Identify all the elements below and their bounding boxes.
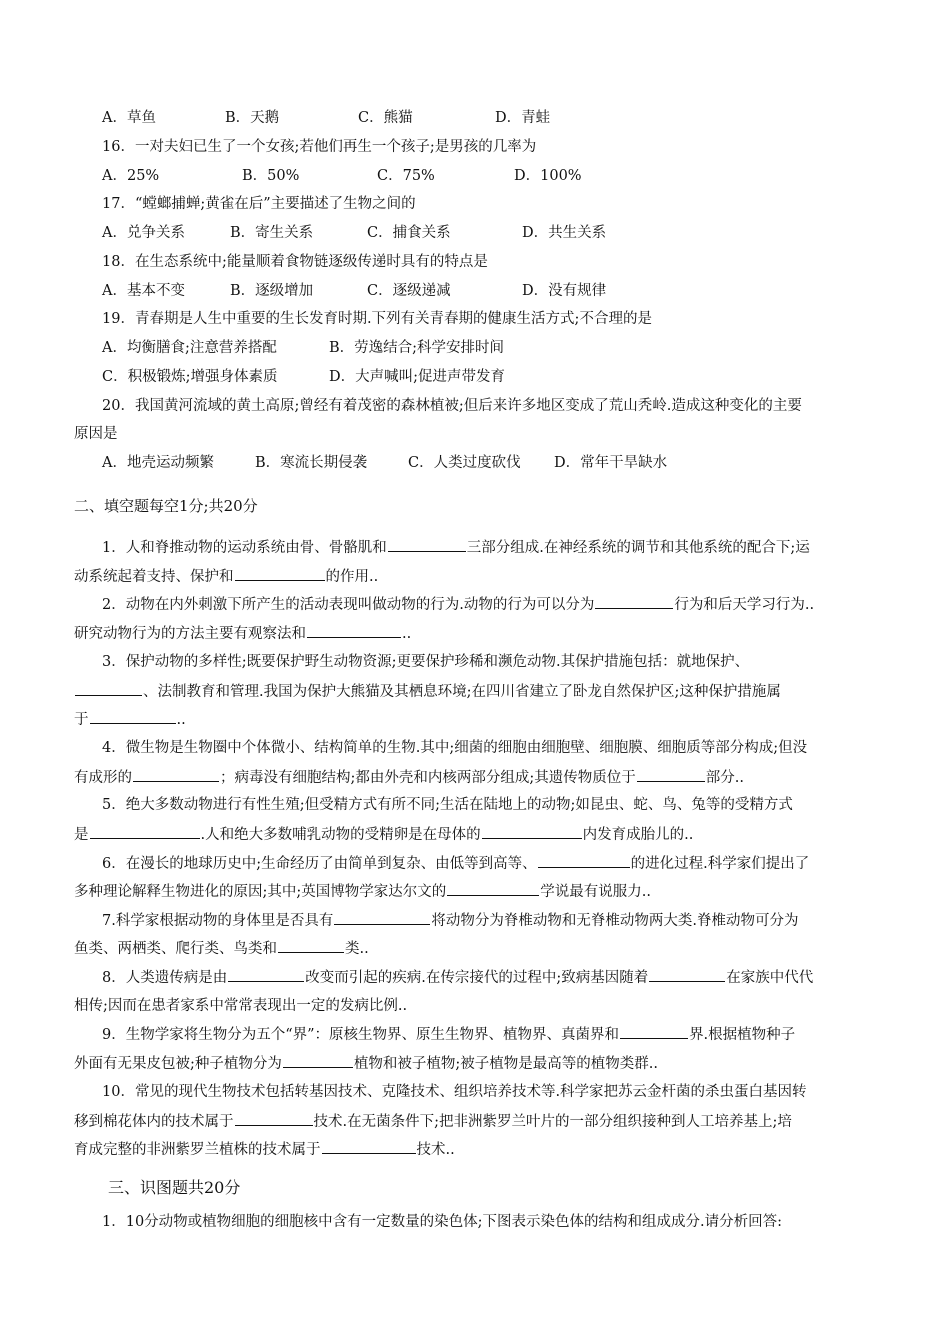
q19-options-row2 xyxy=(102,367,505,387)
option-a: A．草鱼 xyxy=(102,110,156,126)
option-a: A．25% xyxy=(102,168,160,184)
text: 植物和被子植物;被子植物是最高等的植物类群.. xyxy=(353,1056,658,1072)
text: 于 xyxy=(74,712,89,728)
option-d: D．没有规律 xyxy=(522,283,607,299)
text: 外面有无果皮包被;种子植物分为 xyxy=(74,1056,282,1072)
text: 是 xyxy=(74,827,89,843)
option-b: B．逐级增加 xyxy=(230,283,314,299)
option-d: D．大声喊叫;促进声带发育 xyxy=(329,369,506,385)
q18-options xyxy=(102,281,606,301)
text: 多种理论解释生物进化的原因;其中;英国博物学家达尔文的 xyxy=(74,884,447,900)
fill-8-line1 xyxy=(102,967,813,988)
text: .. xyxy=(402,626,412,642)
question-20-line1: 20．我国黄河流域的黄土高原;曾经有着茂密的森林植被;但后来许多地区变成了荒山秃岭.造成这种变化的主要 xyxy=(102,398,802,414)
answer-blank xyxy=(388,537,466,552)
fill-9-line1 xyxy=(102,1024,795,1045)
answer-blank xyxy=(649,967,725,982)
text: 的进化过程.科学家们提出了 xyxy=(630,856,810,872)
text: 9．生物学家将生物分为五个“界”：原核生物界、原生生物界、植物界、真菌界和 xyxy=(102,1027,620,1043)
fill-3-line1: 3．保护动物的多样性;既要保护野生动物资源;更要保护珍稀和濒危动物.其保护措施包括：就地保护、 xyxy=(102,654,750,670)
answer-blank xyxy=(75,681,142,696)
fill-1-line2 xyxy=(74,566,378,587)
text: 研究动物行为的方法主要有观察法和 xyxy=(74,626,306,642)
q15-options xyxy=(102,108,550,128)
fill-5-line1: 5．绝大多数动物进行有性生殖;但受精方式有所不同;生活在陆地上的动物;如昆虫、蛇、鸟、兔等的受精方式 xyxy=(102,797,793,813)
text: 8．人类遗传病是由 xyxy=(102,970,228,986)
text: 、法制教育和管理.我国为保护大熊猫及其栖息环境;在四川省建立了卧龙自然保护区;这种保护措施属 xyxy=(143,684,781,700)
q19-options-row1 xyxy=(102,338,504,358)
text: .人和绝大多数哺乳动物的受精卵是在母体的 xyxy=(200,827,481,843)
q17-options xyxy=(102,223,606,243)
text: 改变而引起的疾病.在传宗接代的过程中;致病基因随着 xyxy=(305,970,649,986)
text: .. xyxy=(176,712,186,728)
fill-3-line3 xyxy=(74,709,186,730)
question-3-1: 1．10分动物或植物细胞的细胞核中含有一定数量的染色体;下图表示染色体的结构和组成成分.请分析回答: xyxy=(102,1214,783,1230)
text: ；病毒没有细胞结构;都由外壳和内核两部分组成;其遗传物质位于 xyxy=(220,770,636,786)
question-17: 17．“螳螂捕蝉;黄雀在后”主要描述了生物之间的 xyxy=(102,196,416,212)
text: 内发育成胎儿的.. xyxy=(582,827,694,843)
text: 有成形的 xyxy=(74,770,132,786)
option-d: D．常年干旱缺水 xyxy=(554,455,668,471)
question-19: 19．青春期是人生中重要的生长发育时期.下列有关青春期的健康生活方式;不合理的是 xyxy=(102,311,652,327)
fill-6-line2 xyxy=(74,881,651,902)
section-2-heading: 二、填空题每空1分;共20分 xyxy=(74,497,258,515)
answer-blank xyxy=(133,767,219,782)
fill-10-line3 xyxy=(74,1139,455,1160)
text: 界.根据植物种子 xyxy=(689,1027,796,1043)
question-20-line2: 原因是 xyxy=(74,426,118,442)
text: 类.. xyxy=(345,941,369,957)
text: 鱼类、两栖类、爬行类、鸟类和 xyxy=(74,941,277,957)
answer-blank xyxy=(278,938,344,953)
text: 移到棉花体内的技术属于 xyxy=(74,1114,234,1130)
answer-blank xyxy=(620,1024,688,1039)
question-18: 18．在生态系统中;能量顺着食物链逐级传递时具有的特点是 xyxy=(102,254,488,270)
option-c: C．人类过度砍伐 xyxy=(408,455,521,471)
text: 技术.. xyxy=(416,1142,455,1158)
text: 学说最有说服力.. xyxy=(540,884,651,900)
fill-2-line2 xyxy=(74,623,411,644)
fill-4-line2 xyxy=(74,767,744,788)
fill-7-line1 xyxy=(102,910,798,931)
section-3-heading: 三、识图题共20分 xyxy=(108,1178,241,1197)
fill-4-line1: 4．微生物是生物圈中个体微小、结构简单的生物.其中;细菌的细胞由细胞壁、细胞膜、细胞质等部分构成;但没 xyxy=(102,740,808,756)
answer-blank xyxy=(90,824,200,839)
option-d: D．共生关系 xyxy=(522,225,607,241)
text: 动系统起着支持、保护和 xyxy=(74,569,234,585)
text: 三部分组成.在神经系统的调节和其他系统的配合下;运 xyxy=(466,540,810,556)
option-a: A．兑争关系 xyxy=(102,225,185,241)
fill-3-line2 xyxy=(74,681,781,702)
text: 在家族中代代 xyxy=(726,970,814,986)
q16-options xyxy=(102,166,582,186)
answer-blank xyxy=(482,824,582,839)
option-b: B．寄生关系 xyxy=(230,225,314,241)
option-b: B．寒流长期侵袭 xyxy=(255,455,368,471)
text: 的作用.. xyxy=(325,569,379,585)
fill-10-line2 xyxy=(74,1111,792,1132)
answer-blank xyxy=(322,1139,416,1154)
answer-blank xyxy=(90,709,176,724)
option-c: C．75% xyxy=(377,168,435,184)
option-c: C．熊猫 xyxy=(358,110,413,126)
option-a: A．基本不变 xyxy=(102,283,185,299)
text: 2．动物在内外刺激下所产生的活动表现叫做动物的行为.动物的行为可以分为 xyxy=(102,597,595,613)
answer-blank xyxy=(637,767,705,782)
text: 技术.在无菌条件下;把非洲紫罗兰叶片的一部分组织接种到人工培养基上;培 xyxy=(313,1114,792,1130)
text: 行为和后天学习行为.. xyxy=(674,597,815,613)
option-c: C．逐级递减 xyxy=(367,283,451,299)
fill-7-line2 xyxy=(74,938,369,959)
answer-blank xyxy=(235,1111,313,1126)
fill-1-line1 xyxy=(102,537,810,558)
fill-10-line1: 10．常见的现代生物技术包括转基因技术、克隆技术、组织培养技术等.科学家把苏云金杆菌的杀虫蛋白基因转 xyxy=(102,1084,807,1100)
option-a: A．均衡膳食;注意营养搭配 xyxy=(102,340,277,356)
option-d: D．青蛙 xyxy=(495,110,551,126)
text: 1．人和脊推动物的运动系统由骨、骨骼肌和 xyxy=(102,540,387,556)
answer-blank xyxy=(228,967,304,982)
answer-blank xyxy=(538,853,630,868)
option-b: B．劳逸结合;科学安排时间 xyxy=(329,340,505,356)
answer-blank xyxy=(307,623,401,638)
question-16: 16．一对夫妇已生了一个女孩;若他们再生一个孩子;是男孩的几率为 xyxy=(102,139,537,155)
text: 7.科学家根据动物的身体里是否具有 xyxy=(102,913,334,929)
option-d: D．100% xyxy=(514,168,582,184)
answer-blank xyxy=(334,910,430,925)
answer-blank xyxy=(283,1053,353,1068)
option-b: B．50% xyxy=(242,168,300,184)
fill-5-line2 xyxy=(74,824,693,845)
fill-6-line1 xyxy=(102,853,809,874)
text: 6．在漫长的地球历史中;生命经历了由简单到复杂、由低等到高等、 xyxy=(102,856,537,872)
answer-blank xyxy=(235,566,325,581)
option-a: A．地壳运动频繁 xyxy=(102,455,214,471)
fill-2-line1 xyxy=(102,594,814,615)
answer-blank xyxy=(595,594,673,609)
q20-options xyxy=(102,453,667,473)
fill-9-line2 xyxy=(74,1053,658,1074)
text: 将动物分为脊椎动物和无脊椎动物两大类.脊椎动物可分为 xyxy=(431,913,799,929)
option-c: C．捕食关系 xyxy=(367,225,451,241)
option-b: B．天鹅 xyxy=(225,110,280,126)
answer-blank xyxy=(447,881,539,896)
text: 部分.. xyxy=(705,770,744,786)
text: 育成完整的非洲紫罗兰植株的技术属于 xyxy=(74,1142,321,1158)
option-c: C．积极锻炼;增强身体素质 xyxy=(102,369,278,385)
fill-8-line2: 相传;因而在患者家系中常常表现出一定的发病比例.. xyxy=(74,998,408,1014)
